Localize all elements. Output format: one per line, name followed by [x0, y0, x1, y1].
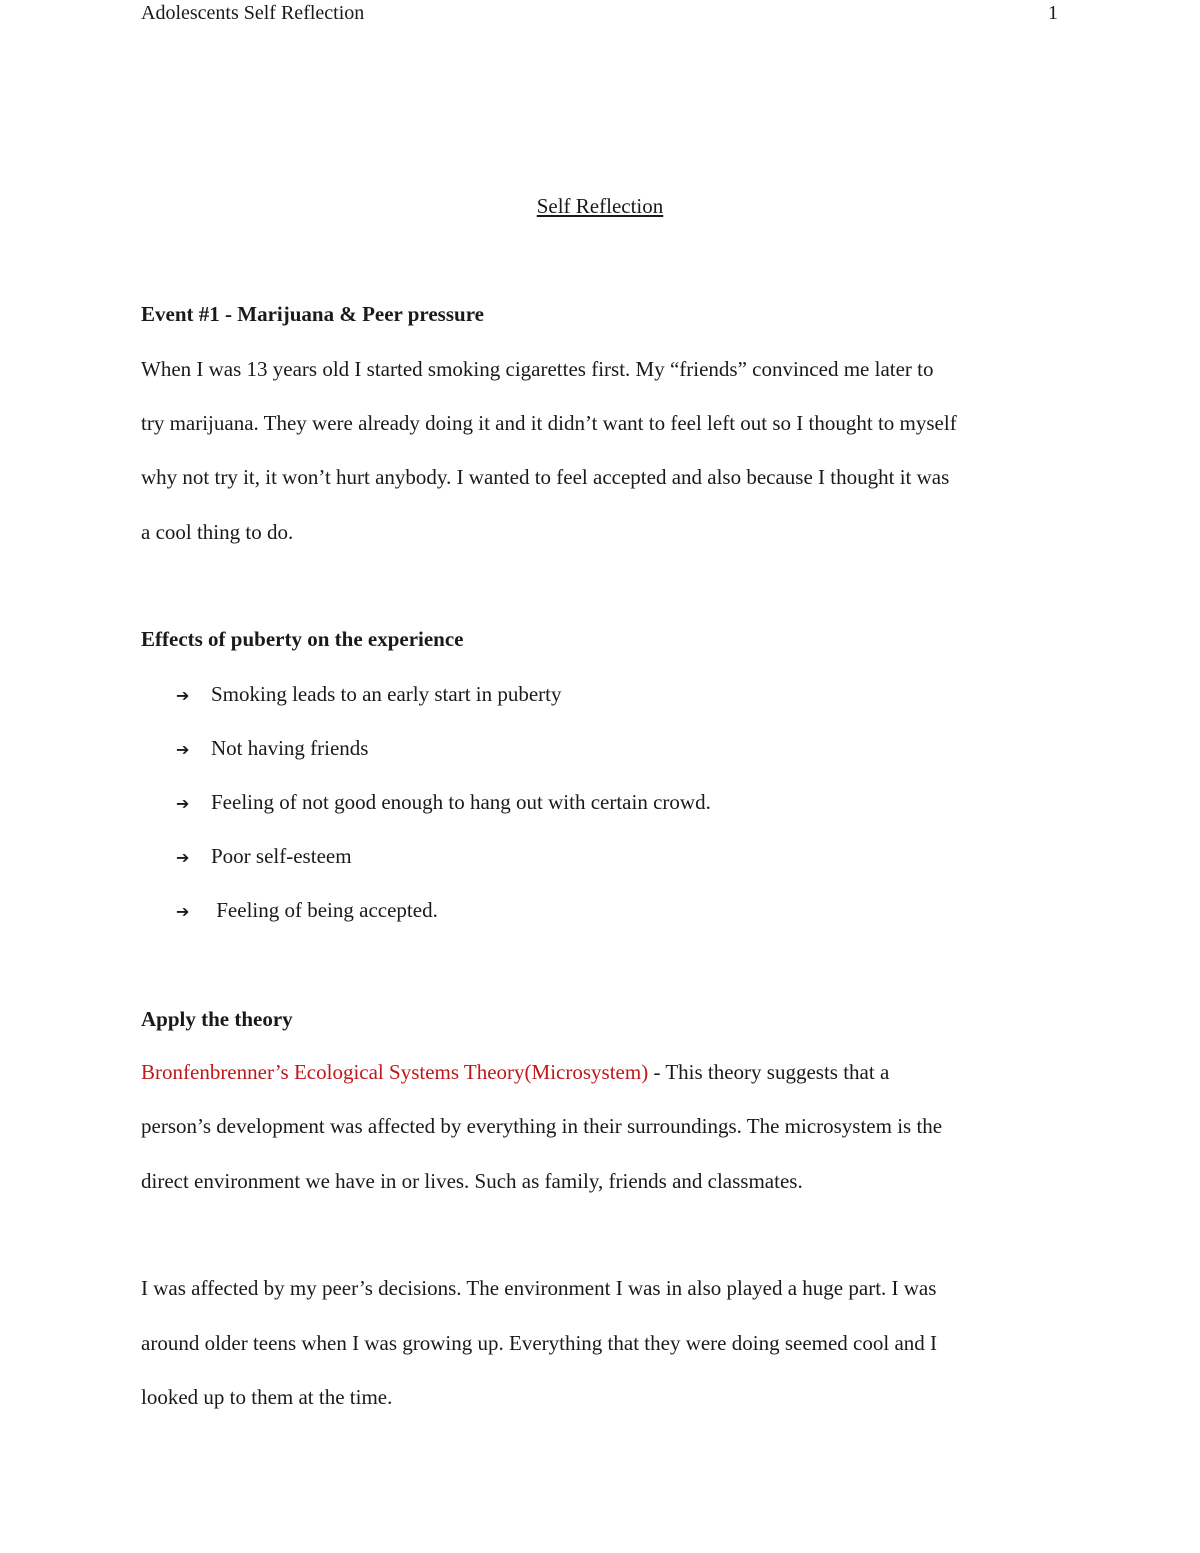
theory-line-1-rest: - This theory suggests that a	[648, 1060, 890, 1084]
list-item	[176, 734, 368, 764]
event1-line-4: a cool thing to do.	[141, 520, 294, 544]
arrow-bullet-icon: ➔	[176, 794, 190, 813]
reflection-line-1: I was affected by my peer’s decisions. The environment I was in also played a huge part. I was	[141, 1276, 937, 1300]
list-item	[176, 788, 711, 818]
event1-line-1: When I was 13 years old I started smoking cigarettes first. My “friends” convinced me later to	[141, 357, 934, 381]
arrow-bullet-icon: ➔	[176, 848, 190, 867]
theory-line-3: direct environment we have in or lives. Such as family, friends and classmates.	[141, 1169, 803, 1193]
event1-line-2: try marijuana. They were already doing it and it didn’t want to feel left out so I thought to myself	[141, 411, 957, 435]
theory-line-2: person’s development was affected by everything in their surroundings. The microsystem is the	[141, 1114, 943, 1138]
list-item-text: Feeling of being accepted.	[211, 898, 438, 922]
theory-name: Bronfenbrenner’s Ecological Systems Theory(Microsystem)	[141, 1060, 649, 1084]
list-item	[176, 842, 352, 872]
list-item-text: Poor self-esteem	[211, 844, 352, 868]
page-number: 1	[1048, 2, 1058, 24]
event1-heading: Event #1 - Marijuana & Peer pressure	[141, 302, 484, 326]
list-item	[176, 896, 438, 926]
theory-line-1	[141, 1058, 889, 1086]
list-item	[176, 680, 562, 710]
list-item-text: Feeling of not good enough to hang out with certain crowd.	[211, 790, 711, 814]
list-item-text: Smoking leads to an early start in puberty	[211, 682, 562, 706]
page-title: Self Reflection	[536, 194, 664, 218]
event1-line-3: why not try it, it won’t hurt anybody. I wanted to feel accepted and also because I thought it was	[141, 465, 950, 489]
arrow-bullet-icon: ➔	[176, 686, 190, 705]
running-head: Adolescents Self Reflection	[141, 2, 365, 24]
arrow-bullet-icon: ➔	[176, 740, 190, 759]
arrow-bullet-icon: ➔	[176, 902, 190, 921]
effects-heading: Effects of puberty on the experience	[141, 627, 464, 651]
theory-heading: Apply the theory	[141, 1007, 293, 1031]
reflection-line-2: around older teens when I was growing up. Everything that they were doing seemed cool and I	[141, 1331, 938, 1355]
reflection-line-3: looked up to them at the time.	[141, 1385, 393, 1409]
list-item-text: Not having friends	[211, 736, 369, 760]
